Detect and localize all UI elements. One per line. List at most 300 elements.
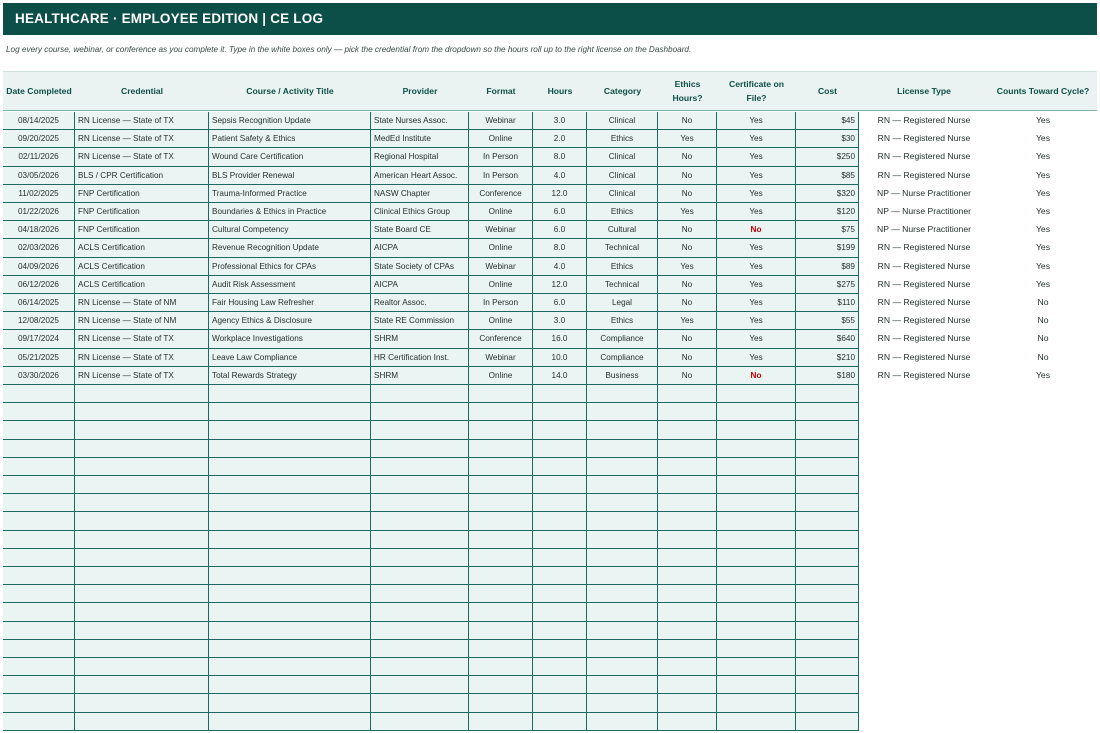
cell-format[interactable]: In Person [469,294,533,312]
cell-format[interactable]: Online [469,312,533,330]
cell-provider[interactable]: AICPA [371,276,469,294]
cell-ethics-hours[interactable]: No [658,185,717,203]
empty-cell-cost[interactable] [796,694,859,713]
cell-ethics-hours[interactable]: No [658,330,717,349]
empty-cell-provider[interactable] [371,676,469,694]
empty-cell-hours[interactable] [533,421,587,440]
empty-cell-cost[interactable] [796,476,859,494]
empty-cell-ethics-hours[interactable] [658,476,717,494]
cell-cost[interactable]: $75 [796,221,859,239]
cell-course-title[interactable]: Sepsis Recognition Update [209,112,371,130]
empty-cell-credential[interactable] [75,531,209,549]
cell-course-title[interactable]: Patient Safety & Ethics [209,130,371,148]
empty-cell-hours[interactable] [533,476,587,494]
cell-hours[interactable]: 8.0 [533,148,587,167]
cell-course-title[interactable]: Boundaries & Ethics in Practice [209,203,371,221]
cell-cost[interactable]: $640 [796,330,859,349]
empty-cell-provider[interactable] [371,421,469,440]
cell-date-completed[interactable]: 04/09/2026 [3,258,75,276]
cell-course-title[interactable]: Leave Law Compliance [209,349,371,367]
empty-cell-provider[interactable] [371,512,469,531]
empty-cell-credential[interactable] [75,476,209,494]
empty-cell-course-title[interactable] [209,512,371,531]
cell-provider[interactable]: AICPA [371,239,469,258]
empty-cell-cost[interactable] [796,458,859,476]
empty-cell-course-title[interactable] [209,622,371,640]
empty-cell-course-title[interactable] [209,385,371,403]
empty-cell-ethics-hours[interactable] [658,531,717,549]
cell-course-title[interactable]: Agency Ethics & Disclosure [209,312,371,330]
empty-cell-course-title[interactable] [209,531,371,549]
empty-cell-format[interactable] [469,385,533,403]
empty-cell-certificate-on-file[interactable] [717,585,796,603]
cell-cost[interactable]: $210 [796,349,859,367]
cell-date-completed[interactable]: 03/05/2026 [3,167,75,185]
empty-cell-provider[interactable] [371,531,469,549]
empty-cell-credential[interactable] [75,567,209,585]
empty-cell-credential[interactable] [75,713,209,731]
empty-cell-cost[interactable] [796,440,859,458]
empty-cell-category[interactable] [587,694,658,713]
empty-cell-category[interactable] [587,603,658,622]
cell-certificate-on-file[interactable]: Yes [717,112,796,130]
empty-cell-provider[interactable] [371,567,469,585]
empty-cell-category[interactable] [587,549,658,567]
empty-cell-certificate-on-file[interactable] [717,476,796,494]
empty-cell-ethics-hours[interactable] [658,549,717,567]
cell-certificate-on-file[interactable]: Yes [717,276,796,294]
cell-certificate-on-file[interactable]: Yes [717,349,796,367]
cell-format[interactable]: Online [469,367,533,385]
cell-category[interactable]: Cultural [587,221,658,239]
cell-cost[interactable]: $275 [796,276,859,294]
empty-cell-credential[interactable] [75,512,209,531]
cell-cost[interactable]: $110 [796,294,859,312]
empty-cell-certificate-on-file[interactable] [717,713,796,731]
empty-cell-hours[interactable] [533,567,587,585]
cell-certificate-on-file[interactable]: Yes [717,203,796,221]
empty-cell-course-title[interactable] [209,676,371,694]
empty-cell-hours[interactable] [533,494,587,512]
cell-cost[interactable]: $250 [796,148,859,167]
empty-cell-format[interactable] [469,476,533,494]
empty-cell-cost[interactable] [796,531,859,549]
empty-cell-category[interactable] [587,622,658,640]
cell-cost[interactable]: $30 [796,130,859,148]
cell-category[interactable]: Clinical [587,167,658,185]
cell-hours[interactable]: 16.0 [533,330,587,349]
empty-cell-certificate-on-file[interactable] [717,494,796,512]
empty-cell-date-completed[interactable] [3,567,75,585]
cell-cost[interactable]: $85 [796,167,859,185]
empty-cell-credential[interactable] [75,640,209,658]
cell-category[interactable]: Technical [587,239,658,258]
empty-cell-cost[interactable] [796,585,859,603]
empty-cell-category[interactable] [587,440,658,458]
cell-format[interactable]: Webinar [469,221,533,239]
cell-credential[interactable]: ACLS Certification [75,276,209,294]
empty-cell-cost[interactable] [796,640,859,658]
empty-cell-credential[interactable] [75,622,209,640]
cell-provider[interactable]: Clinical Ethics Group [371,203,469,221]
empty-cell-hours[interactable] [533,676,587,694]
empty-cell-format[interactable] [469,640,533,658]
empty-cell-format[interactable] [469,549,533,567]
empty-cell-ethics-hours[interactable] [658,512,717,531]
empty-cell-ethics-hours[interactable] [658,622,717,640]
empty-cell-ethics-hours[interactable] [658,403,717,421]
empty-cell-hours[interactable] [533,512,587,531]
cell-course-title[interactable]: Revenue Recognition Update [209,239,371,258]
cell-category[interactable]: Technical [587,276,658,294]
empty-cell-cost[interactable] [796,676,859,694]
cell-format[interactable]: Webinar [469,349,533,367]
cell-hours[interactable]: 14.0 [533,367,587,385]
empty-cell-ethics-hours[interactable] [658,458,717,476]
empty-cell-cost[interactable] [796,622,859,640]
empty-cell-date-completed[interactable] [3,658,75,676]
empty-cell-format[interactable] [469,603,533,622]
cell-category[interactable]: Legal [587,294,658,312]
empty-cell-course-title[interactable] [209,694,371,713]
cell-credential[interactable]: BLS / CPR Certification [75,167,209,185]
cell-category[interactable]: Ethics [587,312,658,330]
empty-cell-certificate-on-file[interactable] [717,531,796,549]
empty-cell-certificate-on-file[interactable] [717,403,796,421]
empty-cell-category[interactable] [587,385,658,403]
cell-date-completed[interactable]: 04/18/2026 [3,221,75,239]
empty-cell-format[interactable] [469,622,533,640]
cell-date-completed[interactable]: 11/02/2025 [3,185,75,203]
empty-cell-provider[interactable] [371,476,469,494]
cell-ethics-hours[interactable]: No [658,239,717,258]
empty-cell-ethics-hours[interactable] [658,694,717,713]
cell-hours[interactable]: 8.0 [533,239,587,258]
empty-cell-hours[interactable] [533,385,587,403]
empty-cell-credential[interactable] [75,603,209,622]
cell-format[interactable]: Online [469,130,533,148]
cell-ethics-hours[interactable]: Yes [658,312,717,330]
empty-cell-course-title[interactable] [209,458,371,476]
empty-cell-date-completed[interactable] [3,640,75,658]
cell-cost[interactable]: $55 [796,312,859,330]
empty-cell-certificate-on-file[interactable] [717,640,796,658]
empty-cell-credential[interactable] [75,458,209,476]
empty-cell-cost[interactable] [796,421,859,440]
empty-cell-provider[interactable] [371,603,469,622]
empty-cell-format[interactable] [469,531,533,549]
cell-certificate-on-file[interactable]: Yes [717,312,796,330]
empty-cell-ethics-hours[interactable] [658,385,717,403]
empty-cell-format[interactable] [469,512,533,531]
empty-cell-hours[interactable] [533,458,587,476]
cell-certificate-on-file[interactable]: No [717,221,796,239]
cell-credential[interactable]: RN License — State of TX [75,349,209,367]
empty-cell-certificate-on-file[interactable] [717,676,796,694]
empty-cell-category[interactable] [587,458,658,476]
cell-format[interactable]: In Person [469,148,533,167]
cell-certificate-on-file[interactable]: No [717,367,796,385]
empty-cell-certificate-on-file[interactable] [717,694,796,713]
empty-cell-ethics-hours[interactable] [658,440,717,458]
cell-course-title[interactable]: Trauma-Informed Practice [209,185,371,203]
cell-course-title[interactable]: Cultural Competency [209,221,371,239]
cell-hours[interactable]: 6.0 [533,221,587,239]
cell-ethics-hours[interactable]: No [658,276,717,294]
empty-cell-format[interactable] [469,676,533,694]
cell-provider[interactable]: Regional Hospital [371,148,469,167]
cell-certificate-on-file[interactable]: Yes [717,294,796,312]
cell-format[interactable]: In Person [469,167,533,185]
empty-cell-date-completed[interactable] [3,458,75,476]
cell-date-completed[interactable]: 08/14/2025 [3,112,75,130]
empty-cell-format[interactable] [469,494,533,512]
cell-hours[interactable]: 3.0 [533,112,587,130]
empty-cell-provider[interactable] [371,403,469,421]
cell-provider[interactable]: NASW Chapter [371,185,469,203]
empty-cell-ethics-hours[interactable] [658,658,717,676]
cell-credential[interactable]: ACLS Certification [75,258,209,276]
empty-cell-provider[interactable] [371,658,469,676]
cell-credential[interactable]: FNP Certification [75,221,209,239]
cell-credential[interactable]: RN License — State of TX [75,130,209,148]
empty-cell-date-completed[interactable] [3,385,75,403]
empty-cell-date-completed[interactable] [3,440,75,458]
cell-date-completed[interactable]: 12/08/2025 [3,312,75,330]
empty-cell-course-title[interactable] [209,640,371,658]
cell-course-title[interactable]: Fair Housing Law Refresher [209,294,371,312]
cell-category[interactable]: Clinical [587,112,658,130]
empty-cell-ethics-hours[interactable] [658,567,717,585]
cell-provider[interactable]: MedEd Institute [371,130,469,148]
empty-cell-format[interactable] [469,585,533,603]
cell-ethics-hours[interactable]: Yes [658,130,717,148]
cell-format[interactable]: Conference [469,185,533,203]
empty-cell-format[interactable] [469,403,533,421]
cell-format[interactable]: Conference [469,330,533,349]
cell-date-completed[interactable]: 05/21/2025 [3,349,75,367]
empty-cell-category[interactable] [587,676,658,694]
empty-cell-hours[interactable] [533,713,587,731]
empty-cell-date-completed[interactable] [3,585,75,603]
empty-cell-category[interactable] [587,421,658,440]
empty-cell-category[interactable] [587,713,658,731]
empty-cell-certificate-on-file[interactable] [717,458,796,476]
empty-cell-date-completed[interactable] [3,476,75,494]
empty-cell-hours[interactable] [533,694,587,713]
empty-cell-certificate-on-file[interactable] [717,421,796,440]
cell-provider[interactable]: State Society of CPAs [371,258,469,276]
empty-cell-date-completed[interactable] [3,676,75,694]
empty-cell-course-title[interactable] [209,421,371,440]
cell-format[interactable]: Online [469,276,533,294]
cell-cost[interactable]: $120 [796,203,859,221]
cell-date-completed[interactable]: 09/20/2025 [3,130,75,148]
cell-category[interactable]: Compliance [587,349,658,367]
empty-cell-credential[interactable] [75,421,209,440]
cell-course-title[interactable]: Wound Care Certification [209,148,371,167]
empty-cell-course-title[interactable] [209,549,371,567]
empty-cell-credential[interactable] [75,676,209,694]
empty-cell-provider[interactable] [371,549,469,567]
empty-cell-cost[interactable] [796,567,859,585]
empty-cell-certificate-on-file[interactable] [717,622,796,640]
cell-credential[interactable]: RN License — State of TX [75,330,209,349]
empty-cell-ethics-hours[interactable] [658,421,717,440]
cell-hours[interactable]: 2.0 [533,130,587,148]
empty-cell-provider[interactable] [371,713,469,731]
cell-cost[interactable]: $320 [796,185,859,203]
cell-certificate-on-file[interactable]: Yes [717,258,796,276]
cell-provider[interactable]: State RE Commission [371,312,469,330]
cell-hours[interactable]: 10.0 [533,349,587,367]
cell-course-title[interactable]: Professional Ethics for CPAs [209,258,371,276]
cell-date-completed[interactable]: 09/17/2024 [3,330,75,349]
cell-ethics-hours[interactable]: No [658,148,717,167]
empty-cell-date-completed[interactable] [3,531,75,549]
cell-provider[interactable]: State Nurses Assoc. [371,112,469,130]
empty-cell-provider[interactable] [371,385,469,403]
empty-cell-credential[interactable] [75,694,209,713]
empty-cell-certificate-on-file[interactable] [717,385,796,403]
cell-certificate-on-file[interactable]: Yes [717,167,796,185]
empty-cell-format[interactable] [469,713,533,731]
cell-category[interactable]: Clinical [587,185,658,203]
empty-cell-hours[interactable] [533,531,587,549]
empty-cell-course-title[interactable] [209,713,371,731]
cell-course-title[interactable]: Total Rewards Strategy [209,367,371,385]
empty-cell-credential[interactable] [75,549,209,567]
cell-certificate-on-file[interactable]: Yes [717,148,796,167]
cell-date-completed[interactable]: 02/11/2026 [3,148,75,167]
empty-cell-cost[interactable] [796,403,859,421]
empty-cell-course-title[interactable] [209,658,371,676]
cell-category[interactable]: Compliance [587,330,658,349]
empty-cell-date-completed[interactable] [3,512,75,531]
empty-cell-credential[interactable] [75,385,209,403]
cell-certificate-on-file[interactable]: Yes [717,130,796,148]
cell-ethics-hours[interactable]: Yes [658,203,717,221]
cell-provider[interactable]: State Board CE [371,221,469,239]
empty-cell-date-completed[interactable] [3,494,75,512]
cell-provider[interactable]: SHRM [371,367,469,385]
cell-credential[interactable]: RN License — State of NM [75,294,209,312]
empty-cell-hours[interactable] [533,403,587,421]
cell-course-title[interactable]: Audit Risk Assessment [209,276,371,294]
cell-format[interactable]: Webinar [469,112,533,130]
empty-cell-course-title[interactable] [209,567,371,585]
empty-cell-ethics-hours[interactable] [658,640,717,658]
empty-cell-category[interactable] [587,567,658,585]
cell-provider[interactable]: HR Certification Inst. [371,349,469,367]
empty-cell-certificate-on-file[interactable] [717,567,796,585]
cell-hours[interactable]: 12.0 [533,276,587,294]
empty-cell-cost[interactable] [796,713,859,731]
cell-course-title[interactable]: BLS Provider Renewal [209,167,371,185]
empty-cell-ethics-hours[interactable] [658,603,717,622]
empty-cell-hours[interactable] [533,585,587,603]
empty-cell-format[interactable] [469,694,533,713]
cell-credential[interactable]: RN License — State of TX [75,367,209,385]
empty-cell-hours[interactable] [533,622,587,640]
empty-cell-category[interactable] [587,640,658,658]
empty-cell-category[interactable] [587,494,658,512]
empty-cell-ethics-hours[interactable] [658,713,717,731]
cell-ethics-hours[interactable]: No [658,294,717,312]
cell-course-title[interactable]: Workplace Investigations [209,330,371,349]
empty-cell-provider[interactable] [371,494,469,512]
empty-cell-format[interactable] [469,421,533,440]
cell-credential[interactable]: ACLS Certification [75,239,209,258]
empty-cell-certificate-on-file[interactable] [717,549,796,567]
cell-credential[interactable]: FNP Certification [75,185,209,203]
cell-cost[interactable]: $180 [796,367,859,385]
cell-ethics-hours[interactable]: No [658,367,717,385]
empty-cell-category[interactable] [587,476,658,494]
cell-provider[interactable]: American Heart Assoc. [371,167,469,185]
empty-cell-date-completed[interactable] [3,622,75,640]
cell-ethics-hours[interactable]: No [658,221,717,239]
empty-cell-ethics-hours[interactable] [658,676,717,694]
empty-cell-course-title[interactable] [209,440,371,458]
cell-ethics-hours[interactable]: Yes [658,258,717,276]
cell-date-completed[interactable]: 06/12/2026 [3,276,75,294]
empty-cell-certificate-on-file[interactable] [717,603,796,622]
cell-provider[interactable]: SHRM [371,330,469,349]
empty-cell-certificate-on-file[interactable] [717,512,796,531]
empty-cell-certificate-on-file[interactable] [717,658,796,676]
cell-date-completed[interactable]: 03/30/2026 [3,367,75,385]
empty-cell-format[interactable] [469,458,533,476]
empty-cell-ethics-hours[interactable] [658,494,717,512]
cell-category[interactable]: Ethics [587,203,658,221]
cell-ethics-hours[interactable]: No [658,349,717,367]
cell-certificate-on-file[interactable]: Yes [717,185,796,203]
empty-cell-cost[interactable] [796,385,859,403]
cell-category[interactable]: Ethics [587,258,658,276]
empty-cell-date-completed[interactable] [3,403,75,421]
empty-cell-category[interactable] [587,585,658,603]
empty-cell-hours[interactable] [533,640,587,658]
empty-cell-credential[interactable] [75,494,209,512]
empty-cell-course-title[interactable] [209,603,371,622]
empty-cell-format[interactable] [469,440,533,458]
empty-cell-category[interactable] [587,658,658,676]
empty-cell-date-completed[interactable] [3,713,75,731]
cell-hours[interactable]: 6.0 [533,294,587,312]
empty-cell-format[interactable] [469,567,533,585]
cell-format[interactable]: Online [469,239,533,258]
cell-date-completed[interactable]: 01/22/2026 [3,203,75,221]
empty-cell-course-title[interactable] [209,476,371,494]
empty-cell-cost[interactable] [796,549,859,567]
empty-cell-credential[interactable] [75,658,209,676]
empty-cell-certificate-on-file[interactable] [717,440,796,458]
cell-cost[interactable]: $89 [796,258,859,276]
cell-category[interactable]: Business [587,367,658,385]
cell-cost[interactable]: $45 [796,112,859,130]
empty-cell-ethics-hours[interactable] [658,585,717,603]
empty-cell-provider[interactable] [371,585,469,603]
cell-ethics-hours[interactable]: No [658,112,717,130]
empty-cell-category[interactable] [587,512,658,531]
empty-cell-category[interactable] [587,403,658,421]
empty-cell-hours[interactable] [533,603,587,622]
empty-cell-cost[interactable] [796,494,859,512]
cell-hours[interactable]: 6.0 [533,203,587,221]
empty-cell-cost[interactable] [796,512,859,531]
empty-cell-provider[interactable] [371,640,469,658]
